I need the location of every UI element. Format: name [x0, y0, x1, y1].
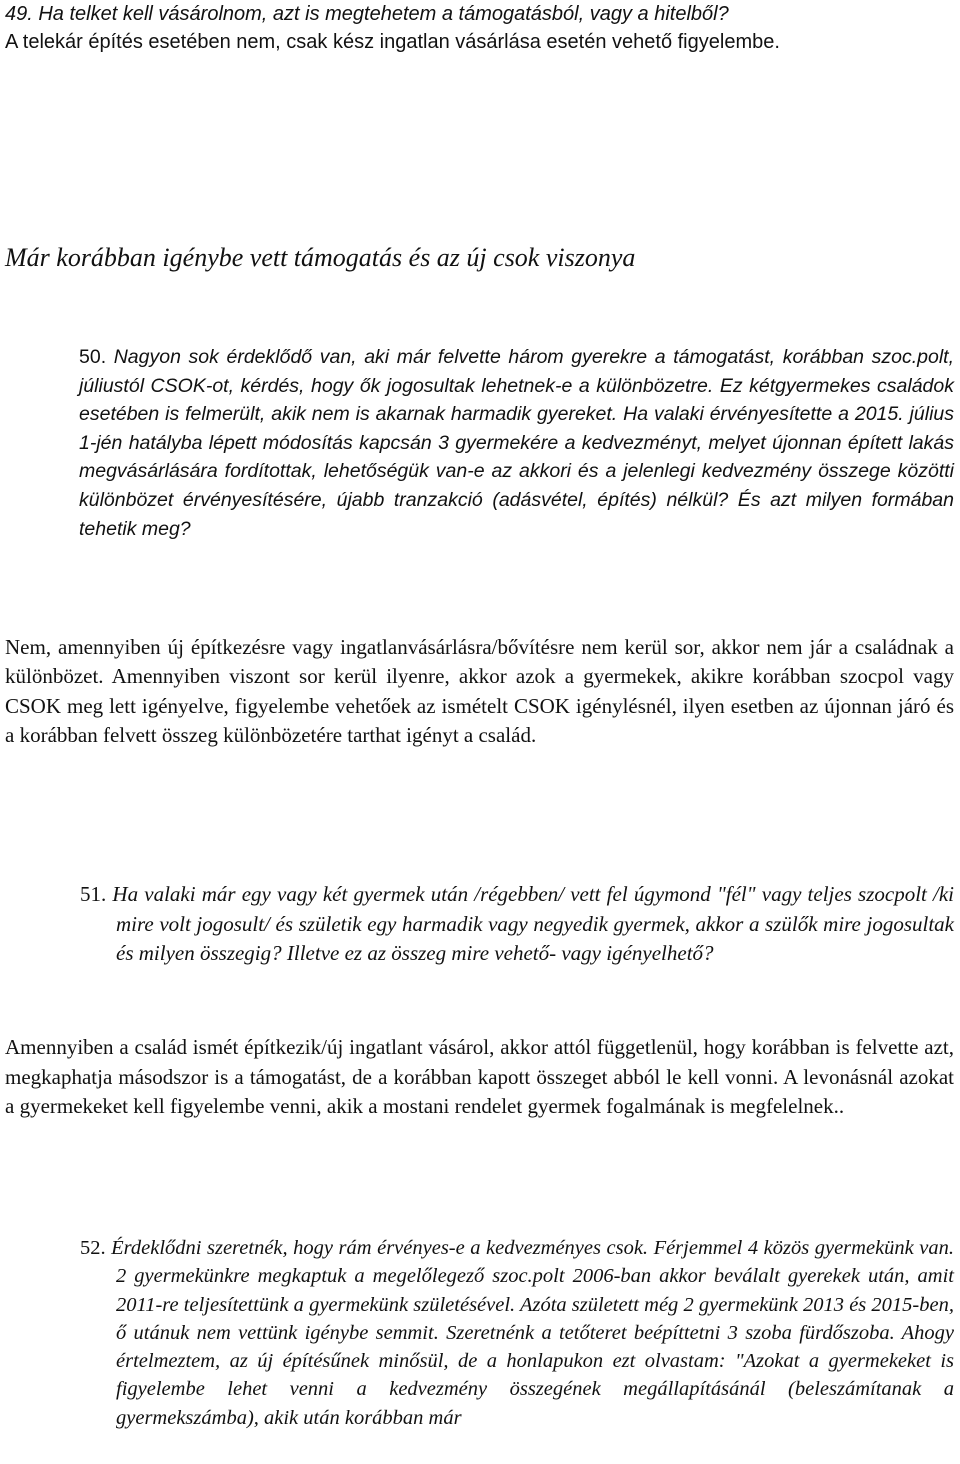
answer-51: Amennyiben a család ismét építkezik/új ingatlant vásárol, akkor attól függetlenül, hogy korábban is felvette azt, megkaphatja másodszor is a támogatást, de a korábban kapott összeget abból le kell vonni. A levonásnál azokat a gyermekeket kell figyelembe venni, akik a mostani rendelet gyermek fogalmának is megfelelnek.. [5, 1035, 954, 1118]
question-number-52: 52. [80, 1237, 106, 1259]
question-49: 49. Ha telket kell vásárolnom, azt is megtehetem a támogatásból, vagy a hitelből? [5, 3, 729, 25]
question-text-51: Ha valaki már egy vagy két gyermek után /régebben/ vett fel úgymond "fél" vagy teljes szocpolt /ki mire volt jogosult/ és születik egy harmadik vagy negyedik gyermek, akkor a szülők mire jogosultak és milyen összegig? Illetve ez az összeg mire vehető- vagy igényelhető? [112, 882, 955, 965]
question-text-50: Nagyon sok érdeklődő van, aki már felvette három gyerekre a támogatást, korábban szoc.polt, júliustól CSOK-ot, kérdés, hogy ők jogosultak lehetnek-e a különbözetre. Ez kétgyermekes családok esetében is felmerült, akik nem is akarnak harmadik gyereket. Ha valaki érvényesítette a 2015. július 1-jén hatályba lépett módosítás kapcsán 3 gyermekére a kedvezményt, melyet újonnan épített lakás megvásárlására fordítottak, lehetőségük van-e az akkori és a jelenlegi kedvezmény összege közötti különbözet érvényesítésére, újabb tranzakció (adásvétel, építés) nélkül? És azt milyen formában tehetik meg? [79, 346, 954, 540]
section-heading: Már korábban igénybe vett támogatás és az új csok viszonya [5, 243, 636, 272]
question-50 [79, 343, 954, 543]
question-51 [80, 880, 954, 969]
question-number-51: 51. [80, 882, 107, 906]
question-text-52: Érdeklődni szeretnék, hogy rám érvényes-e a kedvezményes csok. Férjemmel 4 közös gyermekünk van. 2 gyermekünkre megkaptuk a megelőlegező szoc.polt 2006-ban akkor beválalt gyerekek után, amit 2011-re teljesítettünk a gyermekünk születésével. Azóta született még 2 gyermekünk 2013 és 2015-ben, ő utánuk nem vettünk igénybe semmit. Szeretnénk a tetőteret beépíttetni 3 szoba fürdőszoba. Ahogy értelmeztem, az új építésűnek minősül, de a honlapukon ezt olvastam: "Azokat a gyermekeket is figyelembe lehet venni a kedvezmény összegének megállapításánál (beleszámítanak a gyermekszámba), akik után korábban már [111, 1237, 955, 1429]
answer-50: Nem, amennyiben új építkezésre vagy ingatlanvásárlásra/bővítésre nem kerül sor, akkor nem jár a családnak a különbözet. Amennyiben viszont sor kerül ilyenre, akkor azok a gyermekek, akikre korábban szocpol vagy CSOK meg lett igényelve, figyelembe vehetőek az ismételt CSOK igénylésnél, ilyen esetben az újonnan járó és a korábban felvett összeg különbözetére tarthat igényt a család. [5, 635, 954, 748]
question-number-50: 50. [79, 346, 107, 368]
question-52 [80, 1234, 954, 1432]
faq-item-49 [5, 0, 954, 56]
answer-49: A telekár építés esetében nem, csak kész ingatlan vásárlása esetén vehető figyelembe. [5, 31, 780, 53]
